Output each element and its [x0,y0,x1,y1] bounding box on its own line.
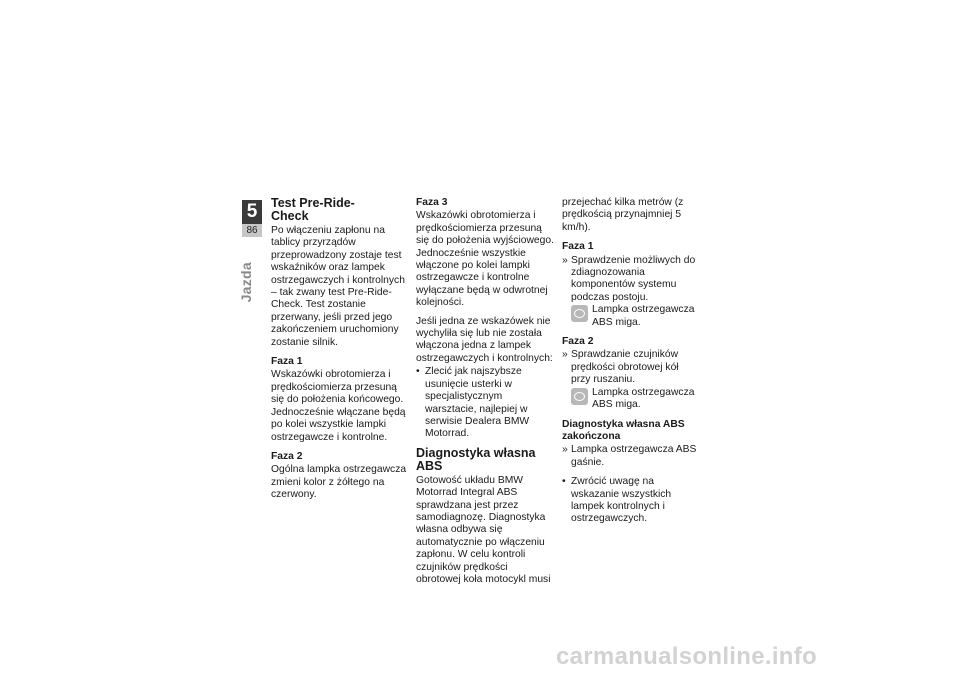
result-item [562,255,700,305]
lamp-note-text: Lampka ostrzegawcza ABS miga. [592,304,695,328]
bullet-item [562,476,700,526]
abs-warning-lamp-icon [571,388,588,405]
page-number: 86 [242,224,262,237]
abs-done-heading-line-1: Diagnostyka własna ABS [562,418,685,430]
continued-paragraph: przejechać kilka metrów (z prędkością przynajmniej 5 km/h). [562,197,684,233]
phase-2-text: Ogólna lampka ostrzegawcza zmieni kolor z żółtego na czerwony. [271,464,407,501]
abs-done-heading [562,419,700,444]
result-marker: » [562,444,568,456]
result-text: Sprawdzenie możliwych do zdiagnozowania komponentów systemu podczas postoju. [571,254,696,303]
chapter-number: 5 [242,200,262,224]
result-marker: » [562,349,568,361]
abs-warning-lamp-icon [571,305,588,322]
chapter-title: Jazda [238,262,254,303]
phase-1-text: Wskazówki obrotomierza i prędkościomierza przesuną się do położenia końcowego. Jednocześnie włączane będą po kolei wszystkie lampki ostrzegawcze i kontrolne. [271,369,406,443]
column-1 [271,197,409,502]
lamp-note-text: Lampka ostrzegawcza ABS miga. [592,386,695,411]
column-3 [562,197,700,526]
abs-done-heading-line-2: zakończona [562,430,621,442]
result-marker: » [562,254,568,266]
lamp-note [571,304,700,329]
result-item [562,444,700,469]
result-item [562,349,700,386]
title-line-1: Test Pre-Ride- [271,196,355,210]
bullet-text: Zwrócić uwagę na wskazanie wszystkich lampek kontrolnych i ostrzegawczych. [571,476,672,525]
phase-3-heading: Faza 3 [416,197,448,208]
section-title-pre-ride-check [271,197,409,223]
lamp-note [571,387,700,412]
result-text: Sprawdzanie czujników prędkości obrotowej kół przy ruszaniu. [571,349,679,386]
bullet-marker: • [562,476,566,488]
phase-3-text: Wskazówki obrotomierza i prędkościomierza przesuną się do położenia wyjściowego. Jednocześnie wszystkie włączone po kolei lampki ostrzegawcze i kontrolne wyłączane będą w odwrotnej kolejności. [416,210,554,309]
bullet-marker: • [416,366,420,378]
fault-paragraph: Jeśli jedna ze wskazówek nie wychyliła się lub nie została włączona jedna z lampek ostrzegawczych i kontrolnych: [416,315,553,364]
intro-paragraph: Po włączeniu zapłonu na tablicy przyrządów przeprowadzony zostaje test wskaźników oraz lampek ostrzegawczych i kontrolnych – tak zwany test Pre-Ride-Check. Test zostanie przerwany, jeśli przed jego zakończeniem uruchomiony zostanie silnik. [271,225,405,348]
result-text: Lampka ostrzegawcza ABS gaśnie. [571,444,697,468]
watermark: carmanualsonline.info [556,643,818,670]
chapter-tab [242,200,262,237]
bullet-item [416,366,554,440]
section-title-abs-diagnostics: Diagnostyka własna ABS [416,445,536,473]
abs-phase-1-heading: Faza 1 [562,241,594,253]
title-line-2: Check [271,209,309,223]
phase-2-heading: Faza 2 [271,450,303,462]
column-2 [416,197,554,586]
abs-phase-2-heading: Faza 2 [562,336,594,348]
abs-paragraph: Gotowość układu BMW Motorrad Integral ABS sprawdzana jest przez samodiagnozę. Diagnostyka własna odbywa się automatycznie po włączeniu zapłonu. W celu kontroli czujników prędkości obrotowej koła motocykl musi [416,474,551,585]
bullet-text: Zlecić jak najszybsze usunięcie usterki w specjalistycznym warsztacie, najlepiej w serwisie Dealera BMW Motorrad. [425,366,530,440]
phase-1-heading: Faza 1 [271,356,303,368]
